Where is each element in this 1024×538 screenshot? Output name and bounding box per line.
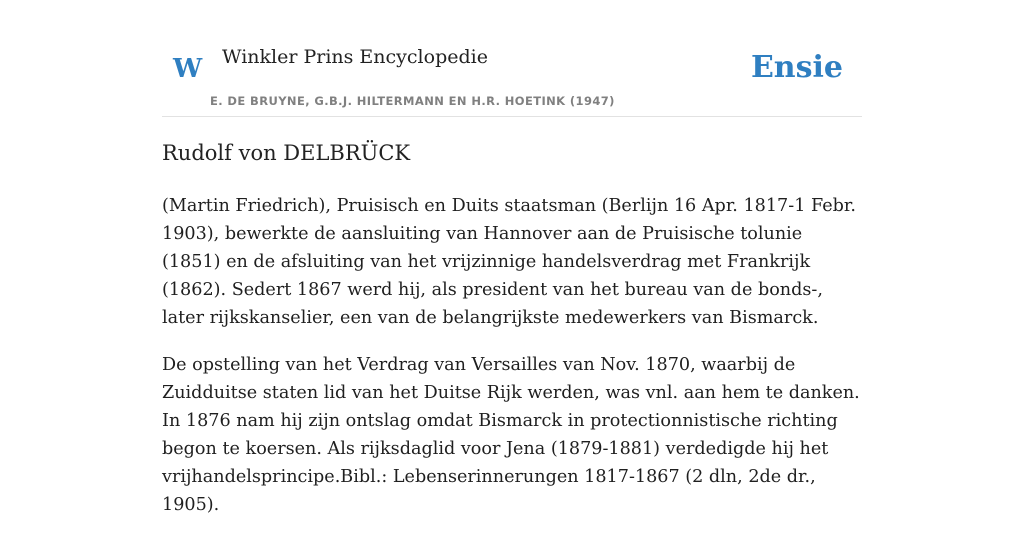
article-body [162, 192, 862, 538]
ensie-brand-logo[interactable]: Ensie [750, 50, 843, 85]
article-paragraph: (Martin Friedrich), Pruisisch en Duits staatsman (Berlijn 16 Apr. 1817-1 Febr. 1903), bewerkte de aansluiting van Hannover aan de Pruisische tolunie (1851) en de afsluiting van het vrijzinnige handelsverdrag met Frankrijk (1862). Sedert 1867 werd hij, als president van het bureau van de bonds-, later rijkskanselier, een van de belangrijkste medewerkers van Bismarck. [162, 196, 856, 328]
site-authors: E. DE BRUYNE, G.B.J. HILTERMANN EN H.R. HOETINK (1947) [210, 94, 615, 108]
site-header [162, 0, 862, 117]
winkler-prins-logo-icon[interactable]: W [173, 54, 203, 84]
page [162, 0, 862, 515]
article-paragraph: De opstelling van het Verdrag van Versailles van Nov. 1870, waarbij de Zuidduitse staten lid van het Duitse Rijk werden, was vnl. aan hem te danken. In 1876 nam hij zijn ontslag omdat Bismarck in protectionnistische richting begon te koersen. Als rijksdaglid voor Jena (1879-1881) verdedigde hij het vrijhandelsprincipe.Bibl.: Lebenserinnerungen 1817-1867 (2 dln, 2de dr., 1905). [162, 355, 860, 515]
site-title[interactable]: Winkler Prins Encyclopedie [222, 46, 488, 68]
article-title: Rudolf von DELBRÜCK [162, 141, 411, 165]
